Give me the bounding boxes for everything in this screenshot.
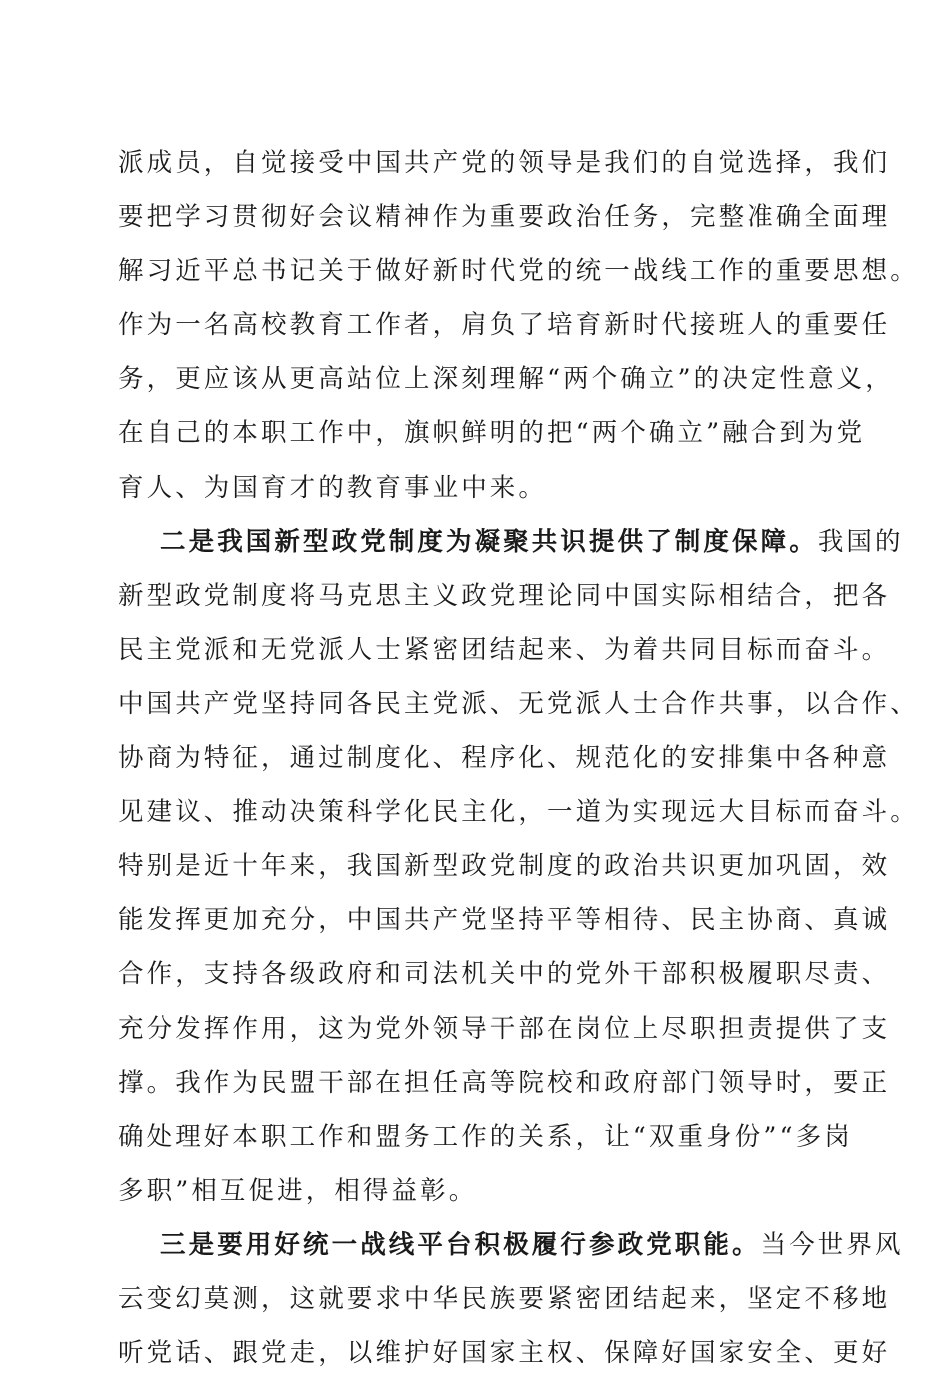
text-line: 民主党派和无党派人士紧密团结起来、为着共同目标而奋斗。 [118,634,891,665]
text-line: 新型政党制度将马克思主义政党理论同中国实际相结合，把各 [118,580,891,611]
text-line: 充分发挥作用，这为党外领导干部在岗位上尽职担责提供了支 [118,1013,891,1044]
text-line: 作为一名高校教育工作者，肩负了培育新时代接班人的重要任 [118,310,891,341]
document-body [118,136,919,1380]
paragraph-start-line [118,515,904,569]
text-line: 在自己的本职工作中，旗帜鲜明的把“两个确立”融合到为党 [118,418,866,449]
paragraph-lead-text: 我国的 [817,526,904,557]
text-line: 能发挥更加充分，中国共产党坚持平等相待、民主协商、真诚 [118,905,891,936]
paragraph-lead-text: 当今世界风 [760,1229,904,1260]
text-line: 中国共产党坚持同各民主党派、无党派人士合作共事，以合作、 [118,688,919,719]
text-line: 协商为特征，通过制度化、程序化、规范化的安排集中各种意 [118,743,891,774]
text-line: 见建议、推动决策科学化民主化，一道为实现远大目标而奋斗。 [118,797,919,828]
paragraph-start-line [118,1218,904,1272]
text-line: 撑。我作为民盟干部在担任高等院校和政府部门领导时，要正 [118,1067,891,1098]
text-line: 解习近平总书记关于做好新时代党的统一战线工作的重要思想。 [118,256,919,287]
text-line: 务，更应该从更高站位上深刻理解“两个确立”的决定性意义， [118,364,894,395]
text-line: 多职”相互促进，相得益彰。 [118,1175,478,1206]
text-line: 合作，支持各级政府和司法机关中的党外干部积极履职尽责、 [118,959,891,990]
text-line: 云变幻莫测，这就要求中华民族要紧密团结起来，坚定不移地 [118,1283,891,1314]
text-line: 特别是近十年来，我国新型政党制度的政治共识更加巩固，效 [118,851,891,882]
text-line: 要把学习贯彻好会议精神作为重要政治任务，完整准确全面理 [118,202,891,233]
text-line: 育人、为国育才的教育事业中来。 [118,472,548,503]
text-line: 听党话、跟党走，以维护好国家主权、保障好国家安全、更好 [118,1338,891,1369]
paragraph-lead-heading: 三是要用好统一战线平台积极履行参政党职能。 [160,1229,761,1260]
text-line: 派成员，自觉接受中国共产党的领导是我们的自觉选择，我们 [118,148,891,178]
paragraph-lead-heading: 二是我国新型政党制度为凝聚共识提供了制度保障。 [160,526,818,557]
text-line: 确处理好本职工作和盟务工作的关系，让“双重身份”“多岗 [118,1121,853,1152]
